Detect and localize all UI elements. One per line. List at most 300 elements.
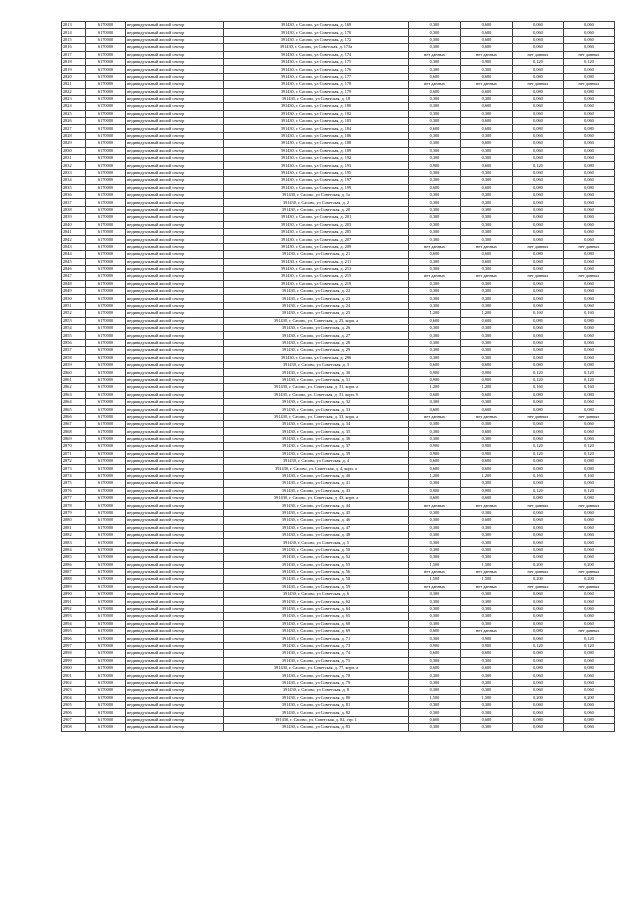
table-row — [62, 243, 615, 250]
cell-object-code: 6170000 — [86, 214, 126, 221]
cell-value-1: 1,200 — [409, 472, 461, 479]
cell-value-4: 0,120 — [564, 450, 615, 457]
cell-value-3: 0,060 — [513, 428, 564, 435]
table-row — [62, 191, 615, 198]
cell-value-3: 0,060 — [513, 332, 564, 339]
cell-value-3: 0,060 — [513, 724, 564, 731]
cell-value-2: 0,300 — [461, 155, 513, 162]
table-row — [62, 81, 615, 88]
cell-row-number: 2839 — [62, 214, 86, 221]
cell-row-number: 2848 — [62, 280, 86, 287]
cell-sector: индивидуальный жилой сектор — [126, 554, 224, 561]
cell-value-4: 0,060 — [564, 214, 615, 221]
cell-object-code: 6170000 — [86, 531, 126, 538]
cell-value-1: 1,500 — [409, 694, 461, 701]
table-row — [62, 73, 615, 80]
cell-value-3: нет данных — [513, 502, 564, 509]
cell-row-number: 2900 — [62, 664, 86, 671]
cell-row-number: 2845 — [62, 258, 86, 265]
table-row — [62, 317, 615, 324]
cell-address: 391430, г. Сасово, ул Советская, д. 45 — [224, 509, 409, 516]
cell-address: 391430, г. Сасово, ул Советская, д. 43 — [224, 487, 409, 494]
cell-address: 391430, г. Сасово, ул Советская, д. 35 — [224, 428, 409, 435]
cell-value-2: 0,300 — [461, 657, 513, 664]
cell-value-3: 0,060 — [513, 539, 564, 546]
table-row — [62, 628, 615, 635]
cell-value-2: 0,300 — [461, 280, 513, 287]
cell-value-2: 0,300 — [461, 421, 513, 428]
cell-sector: индивидуальный жилой сектор — [126, 694, 224, 701]
cell-object-code: 6170000 — [86, 191, 126, 198]
cell-value-2: 0,300 — [461, 177, 513, 184]
cell-address: 391430, г. Сасово, ул Советская, д. 195 — [224, 169, 409, 176]
cell-value-1: 0,300 — [409, 36, 461, 43]
cell-sector: индивидуальный жилой сектор — [126, 598, 224, 605]
cell-value-3: 0,060 — [513, 177, 564, 184]
cell-row-number: 2835 — [62, 184, 86, 191]
table-row — [62, 44, 615, 51]
cell-address: 391430, г. Сасово, ул Советская, д. 215 — [224, 273, 409, 280]
cell-object-code: 6170000 — [86, 58, 126, 65]
cell-value-4: 0,060 — [564, 598, 615, 605]
cell-address: 391430, г. Сасово, ул Советская, д. 58 — [224, 576, 409, 583]
cell-value-4: нет данных — [564, 243, 615, 250]
cell-object-code: 6170000 — [86, 716, 126, 723]
cell-value-1: 0,900 — [409, 162, 461, 169]
cell-value-3: 0,060 — [513, 509, 564, 516]
cell-value-3: 0,080 — [513, 361, 564, 368]
cell-value-4: 0,060 — [564, 132, 615, 139]
cell-sector: индивидуальный жилой сектор — [126, 679, 224, 686]
cell-value-2: 1,200 — [461, 310, 513, 317]
cell-value-1: 0,600 — [409, 125, 461, 132]
cell-value-3: 0,060 — [513, 302, 564, 309]
cell-object-code: 6170000 — [86, 140, 126, 147]
cell-value-1: 0,600 — [409, 495, 461, 502]
cell-object-code: 6170000 — [86, 591, 126, 598]
cell-sector: индивидуальный жилой сектор — [126, 273, 224, 280]
cell-sector: индивидуальный жилой сектор — [126, 22, 224, 29]
cell-value-3: 0,080 — [513, 251, 564, 258]
cell-value-3: 0,120 — [513, 162, 564, 169]
cell-object-code: 6170000 — [86, 613, 126, 620]
cell-object-code: 6170000 — [86, 155, 126, 162]
cell-value-1: 0,300 — [409, 672, 461, 679]
cell-value-1: 0,300 — [409, 679, 461, 686]
cell-object-code: 6170000 — [86, 110, 126, 117]
cell-sector: индивидуальный жилой сектор — [126, 110, 224, 117]
cell-row-number: 2818 — [62, 58, 86, 65]
cell-row-number: 2896 — [62, 635, 86, 642]
cell-object-code: 6170000 — [86, 169, 126, 176]
cell-object-code: 6170000 — [86, 103, 126, 110]
cell-value-1: 0,300 — [409, 66, 461, 73]
cell-sector: индивидуальный жилой сектор — [126, 450, 224, 457]
cell-address: 391430, г. Сасово, ул Советская, д. 68 — [224, 620, 409, 627]
cell-row-number: 2877 — [62, 495, 86, 502]
cell-sector: индивидуальный жилой сектор — [126, 391, 224, 398]
cell-object-code: 6170000 — [86, 672, 126, 679]
cell-value-1: 0,600 — [409, 406, 461, 413]
cell-object-code: 6170000 — [86, 236, 126, 243]
table-row — [62, 325, 615, 332]
cell-sector: индивидуальный жилой сектор — [126, 635, 224, 642]
cell-sector: индивидуальный жилой сектор — [126, 613, 224, 620]
cell-value-1: нет данных — [409, 243, 461, 250]
cell-value-2: 0,300 — [461, 265, 513, 272]
cell-row-number: 2899 — [62, 657, 86, 664]
cell-value-3: 0,060 — [513, 214, 564, 221]
table-row — [62, 110, 615, 117]
table-row — [62, 332, 615, 339]
cell-address: 391430, г. Сасово, ул Советская, д. 46 — [224, 517, 409, 524]
cell-value-4: 0,060 — [564, 265, 615, 272]
cell-object-code: 6170000 — [86, 465, 126, 472]
table-row — [62, 657, 615, 664]
cell-object-code: 6170000 — [86, 325, 126, 332]
cell-value-4: 0,060 — [564, 36, 615, 43]
cell-value-2: 0,300 — [461, 95, 513, 102]
cell-value-3: 0,060 — [513, 191, 564, 198]
cell-row-number: 2880 — [62, 517, 86, 524]
cell-row-number: 2881 — [62, 524, 86, 531]
cell-sector: индивидуальный жилой сектор — [126, 347, 224, 354]
cell-row-number: 2863 — [62, 391, 86, 398]
cell-value-1: 0,300 — [409, 265, 461, 272]
cell-address: 391430, г. Сасово, ул Советская, д. 69 — [224, 628, 409, 635]
cell-value-3: 0,060 — [513, 546, 564, 553]
cell-value-3: 0,060 — [513, 22, 564, 29]
cell-row-number: 2897 — [62, 642, 86, 649]
cell-value-1: 0,300 — [409, 302, 461, 309]
cell-address: 391430, г. Сасово, ул. Советская, д. 4, корп. а — [224, 465, 409, 472]
cell-value-3: 0,060 — [513, 620, 564, 627]
cell-row-number: 2836 — [62, 191, 86, 198]
cell-row-number: 2885 — [62, 554, 86, 561]
cell-value-2: 0,300 — [461, 325, 513, 332]
cell-address: 391430, г. Сасово, ул Советская, д. 71 — [224, 635, 409, 642]
cell-value-3: 0,080 — [513, 391, 564, 398]
cell-value-3: 0,060 — [513, 421, 564, 428]
cell-row-number: 2907 — [62, 716, 86, 723]
cell-value-3: 0,060 — [513, 236, 564, 243]
cell-object-code: 6170000 — [86, 524, 126, 531]
table-row — [62, 369, 615, 376]
cell-value-4: 0,060 — [564, 199, 615, 206]
cell-value-2: 0,300 — [461, 199, 513, 206]
cell-value-3: нет данных — [513, 273, 564, 280]
cell-value-4: 0,060 — [564, 605, 615, 612]
cell-sector: индивидуальный жилой сектор — [126, 716, 224, 723]
cell-value-1: 0,600 — [409, 361, 461, 368]
cell-value-3: 0,060 — [513, 280, 564, 287]
cell-value-1: 0,300 — [409, 103, 461, 110]
cell-value-2: 0,600 — [461, 162, 513, 169]
cell-address: 391430, г. Сасово, ул Советская, д. 184 — [224, 125, 409, 132]
cell-value-1: 0,600 — [409, 391, 461, 398]
cell-sector: индивидуальный жилой сектор — [126, 487, 224, 494]
cell-sector: индивидуальный жилой сектор — [126, 709, 224, 716]
cell-sector: индивидуальный жилой сектор — [126, 206, 224, 213]
cell-value-2: 0,600 — [461, 118, 513, 125]
cell-sector: индивидуальный жилой сектор — [126, 147, 224, 154]
cell-value-1: 0,300 — [409, 687, 461, 694]
cell-value-3: 0,060 — [513, 657, 564, 664]
cell-address: 391430, г. Сасово, ул Советская, д. 188 — [224, 140, 409, 147]
table-row — [62, 354, 615, 361]
table-row — [62, 199, 615, 206]
cell-address: 391430, г. Сасово, ул Советская, д. 47 — [224, 524, 409, 531]
cell-row-number: 2852 — [62, 310, 86, 317]
table-row — [62, 642, 615, 649]
cell-value-2: нет данных — [461, 568, 513, 575]
cell-address: 391430, г. Сасово, ул Советская, д. 213 — [224, 265, 409, 272]
table-row — [62, 613, 615, 620]
cell-value-1: 0,300 — [409, 531, 461, 538]
cell-value-4: 0,060 — [564, 228, 615, 235]
cell-row-number: 2873 — [62, 465, 86, 472]
cell-row-number: 2827 — [62, 125, 86, 132]
cell-object-code: 6170000 — [86, 125, 126, 132]
cell-value-3: нет данных — [513, 413, 564, 420]
cell-value-1: 0,300 — [409, 605, 461, 612]
cell-sector: индивидуальный жилой сектор — [126, 221, 224, 228]
cell-value-4: 0,060 — [564, 66, 615, 73]
cell-object-code: 6170000 — [86, 295, 126, 302]
cell-value-2: 0,300 — [461, 228, 513, 235]
cell-value-2: 0,300 — [461, 132, 513, 139]
cell-object-code: 6170000 — [86, 36, 126, 43]
table-row — [62, 694, 615, 701]
table-row — [62, 162, 615, 169]
cell-row-number: 2865 — [62, 406, 86, 413]
cell-object-code: 6170000 — [86, 620, 126, 627]
cell-value-1: 0,300 — [409, 228, 461, 235]
cell-value-3: 0,060 — [513, 339, 564, 346]
cell-value-4: 0,060 — [564, 354, 615, 361]
cell-value-4: 0,080 — [564, 664, 615, 671]
cell-row-number: 2830 — [62, 147, 86, 154]
cell-value-4: нет данных — [564, 628, 615, 635]
cell-value-3: 0,080 — [513, 184, 564, 191]
cell-address: 391430, г. Сасово, ул Советская, д. 50 — [224, 546, 409, 553]
cell-value-1: 0,300 — [409, 22, 461, 29]
cell-value-1: нет данных — [409, 583, 461, 590]
table-row — [62, 169, 615, 176]
cell-sector: индивидуальный жилой сектор — [126, 398, 224, 405]
table-row — [62, 58, 615, 65]
cell-value-2: 0,600 — [461, 495, 513, 502]
cell-value-1: 0,600 — [409, 650, 461, 657]
cell-value-2: 1,200 — [461, 384, 513, 391]
cell-value-4: 0,060 — [564, 325, 615, 332]
cell-value-2: 0,300 — [461, 332, 513, 339]
cell-sector: индивидуальный жилой сектор — [126, 472, 224, 479]
cell-row-number: 2814 — [62, 29, 86, 36]
cell-sector: индивидуальный жилой сектор — [126, 509, 224, 516]
cell-sector: индивидуальный жилой сектор — [126, 672, 224, 679]
cell-value-1: 0,600 — [409, 251, 461, 258]
cell-value-3: 0,060 — [513, 554, 564, 561]
cell-value-4: 0,080 — [564, 317, 615, 324]
cell-value-1: 0,300 — [409, 206, 461, 213]
table-row — [62, 709, 615, 716]
cell-value-2: 0,600 — [461, 428, 513, 435]
cell-row-number: 2872 — [62, 458, 86, 465]
cell-sector: индивидуальный жилой сектор — [126, 361, 224, 368]
cell-value-1: 0,300 — [409, 140, 461, 147]
cell-address: 391430, г. Сасово, ул Советская, д. 44 — [224, 502, 409, 509]
cell-object-code: 6170000 — [86, 724, 126, 731]
table-row — [62, 310, 615, 317]
cell-value-2: 0,600 — [461, 650, 513, 657]
cell-value-4: 0,160 — [564, 310, 615, 317]
cell-address: 391430, г. Сасово, ул Советская, д. 55 — [224, 561, 409, 568]
cell-value-2: 0,300 — [461, 546, 513, 553]
cell-object-code: 6170000 — [86, 546, 126, 553]
cell-value-2: 0,300 — [461, 295, 513, 302]
table-row — [62, 509, 615, 516]
cell-sector: индивидуальный жилой сектор — [126, 576, 224, 583]
cell-row-number: 2868 — [62, 428, 86, 435]
cell-value-1: 0,300 — [409, 325, 461, 332]
cell-value-2: 0,300 — [461, 554, 513, 561]
cell-sector: индивидуальный жилой сектор — [126, 421, 224, 428]
table-row — [62, 184, 615, 191]
cell-sector: индивидуальный жилой сектор — [126, 650, 224, 657]
cell-value-1: нет данных — [409, 51, 461, 58]
table-row — [62, 620, 615, 627]
cell-object-code: 6170000 — [86, 251, 126, 258]
cell-value-2: 0,300 — [461, 147, 513, 154]
table-row — [62, 295, 615, 302]
cell-address: 391430, г. Сасово, ул Советская, д. 178 — [224, 81, 409, 88]
cell-value-4: 0,120 — [564, 369, 615, 376]
cell-value-4: 0,080 — [564, 716, 615, 723]
cell-row-number: 2862 — [62, 384, 86, 391]
cell-value-3: 0,060 — [513, 147, 564, 154]
cell-row-number: 2844 — [62, 251, 86, 258]
cell-value-1: нет данных — [409, 568, 461, 575]
cell-value-3: 0,080 — [513, 125, 564, 132]
cell-value-3: 0,060 — [513, 347, 564, 354]
cell-value-3: 0,060 — [513, 221, 564, 228]
cell-address: 391430, г. Сасово, ул Советская, д. 175 — [224, 58, 409, 65]
cell-value-2: 0,300 — [461, 191, 513, 198]
cell-address: 391430, г. Сасово, ул Советская, д. 74 — [224, 650, 409, 657]
cell-value-2: 0,300 — [461, 206, 513, 213]
table-row — [62, 147, 615, 154]
cell-object-code: 6170000 — [86, 568, 126, 575]
cell-value-2: 0,300 — [461, 435, 513, 442]
cell-row-number: 2867 — [62, 421, 86, 428]
cell-value-2: 0,600 — [461, 465, 513, 472]
cell-value-2: 0,300 — [461, 288, 513, 295]
cell-address: 391430, г. Сасово, ул Советская, д. 21 — [224, 251, 409, 258]
cell-value-2: нет данных — [461, 243, 513, 250]
cell-address: 391430, г. Сасово, ул. Советская, д. 33, корп. а — [224, 413, 409, 420]
table-row — [62, 214, 615, 221]
cell-sector: индивидуальный жилой сектор — [126, 369, 224, 376]
cell-value-4: 0,060 — [564, 428, 615, 435]
cell-value-4: 0,080 — [564, 465, 615, 472]
cell-object-code: 6170000 — [86, 206, 126, 213]
cell-sector: индивидуальный жилой сектор — [126, 435, 224, 442]
cell-sector: индивидуальный жилой сектор — [126, 177, 224, 184]
cell-object-code: 6170000 — [86, 354, 126, 361]
cell-object-code: 6170000 — [86, 339, 126, 346]
cell-value-2: 0,300 — [461, 66, 513, 73]
cell-row-number: 2847 — [62, 273, 86, 280]
cell-address: 391430, г. Сасово, ул Советская, д. 189 — [224, 147, 409, 154]
table-row — [62, 177, 615, 184]
cell-value-4: 0,060 — [564, 147, 615, 154]
cell-value-1: 1,200 — [409, 310, 461, 317]
cell-address: 391430, г. Сасово, ул Советская, д. 22 — [224, 288, 409, 295]
cell-value-2: 0,300 — [461, 169, 513, 176]
cell-sector: индивидуальный жилой сектор — [126, 288, 224, 295]
cell-address: 391430, г. Сасово, ул Советская, д. 52 — [224, 554, 409, 561]
cell-object-code: 6170000 — [86, 539, 126, 546]
cell-object-code: 6170000 — [86, 73, 126, 80]
cell-value-3: 0,060 — [513, 265, 564, 272]
cell-sector: индивидуальный жилой сектор — [126, 465, 224, 472]
cell-address: 391430, г. Сасово, ул Советская, д. 197 — [224, 177, 409, 184]
cell-address: 391430, г. Сасово, ул Советская, д. 59 — [224, 583, 409, 590]
cell-value-2: 0,300 — [461, 620, 513, 627]
cell-sector: индивидуальный жилой сектор — [126, 169, 224, 176]
cell-value-4: 0,060 — [564, 709, 615, 716]
cell-value-3: 0,080 — [513, 465, 564, 472]
table-row — [62, 517, 615, 524]
cell-value-3: нет данных — [513, 51, 564, 58]
cell-value-2: 0,900 — [461, 58, 513, 65]
cell-object-code: 6170000 — [86, 369, 126, 376]
cell-row-number: 2884 — [62, 546, 86, 553]
cell-sector: индивидуальный жилой сектор — [126, 664, 224, 671]
cell-object-code: 6170000 — [86, 398, 126, 405]
cell-value-3: 0,060 — [513, 288, 564, 295]
cell-address: 391430, г. Сасово, ул Советская, д. 169 — [224, 22, 409, 29]
cell-row-number: 2879 — [62, 509, 86, 516]
cell-value-2: 1,500 — [461, 694, 513, 701]
cell-value-2: нет данных — [461, 583, 513, 590]
table-row — [62, 236, 615, 243]
cell-sector: индивидуальный жилой сектор — [126, 265, 224, 272]
table-row — [62, 458, 615, 465]
cell-value-3: 0,120 — [513, 369, 564, 376]
cell-value-2: 0,600 — [461, 184, 513, 191]
cell-address: 391430, г. Сасово, ул Советская, д. 179 — [224, 88, 409, 95]
cell-value-3: нет данных — [513, 583, 564, 590]
cell-value-4: нет данных — [564, 81, 615, 88]
cell-object-code: 6170000 — [86, 650, 126, 657]
cell-value-4: 0,060 — [564, 554, 615, 561]
cell-address: 391430, г. Сасово, ул Советская, д. 201 — [224, 214, 409, 221]
cell-object-code: 6170000 — [86, 583, 126, 590]
cell-value-1: 0,300 — [409, 295, 461, 302]
cell-value-1: 0,300 — [409, 280, 461, 287]
cell-value-1: 0,300 — [409, 398, 461, 405]
cell-row-number: 2904 — [62, 694, 86, 701]
cell-value-3: 0,120 — [513, 443, 564, 450]
cell-sector: индивидуальный жилой сектор — [126, 354, 224, 361]
cell-value-2: 0,900 — [461, 450, 513, 457]
cell-row-number: 2831 — [62, 155, 86, 162]
cell-object-code: 6170000 — [86, 472, 126, 479]
cell-value-4: 0,060 — [564, 339, 615, 346]
table-row — [62, 391, 615, 398]
